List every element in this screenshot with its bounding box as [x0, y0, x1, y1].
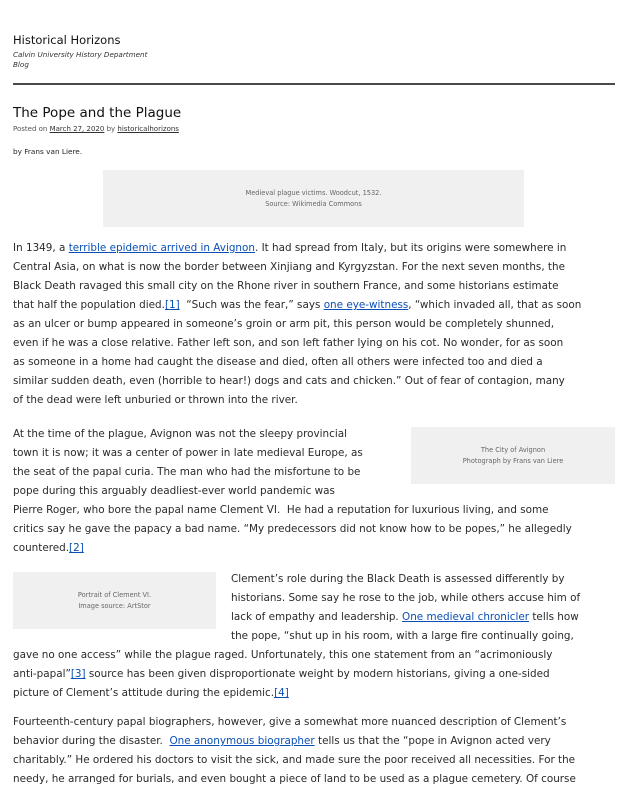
- text-line: needy, he arranged for burials, and even bought a piece of land to be used as a plague cemetery. Of course: [13, 773, 576, 785]
- text-line: the pope, “shut up in his room, with a large fire continually going,: [231, 630, 574, 642]
- paragraph-2: [13, 425, 615, 558]
- eye-witness-link[interactable]: one eye-witness: [323, 299, 409, 311]
- footnote-3-link[interactable]: [3]: [70, 668, 86, 680]
- paragraph-4: [13, 713, 615, 789]
- post-title: The Pope and the Plague: [13, 105, 182, 121]
- text-line: town it is now; it was a center of power in late medieval Europe, as: [13, 447, 363, 459]
- byline: by Frans van Liere.: [13, 147, 83, 156]
- text-line: In 1349, a terrible epidemic arrived in Avignon. It had spread from Italy, but its origins were somewhere in: [13, 242, 567, 254]
- text-line: critics say he gave the papacy a bad name. “My predecessors did not know how to be popes,” he allegedly: [13, 523, 572, 535]
- text-line: Fourteenth-century papal biographers, however, give a somewhat more nuanced description of Clement’s: [13, 716, 567, 728]
- text-line: Central Asia, on what is now the border between Xinjiang and Kyrgyzstan. For the next seven months, the: [13, 261, 565, 273]
- post-date-link[interactable]: March 27, 2020: [49, 125, 105, 133]
- figure-plague-woodcut: [103, 170, 524, 227]
- anonymous-biographer-link[interactable]: One anonymous biographer: [169, 735, 315, 747]
- footnote-4-link[interactable]: [4]: [274, 687, 289, 699]
- footnote-1-link[interactable]: [1]: [164, 299, 180, 311]
- text-line: picture of Clement’s attitude during the epidemic.[4]: [13, 687, 289, 699]
- figure-caption: Portrait of Clement VI.: [77, 590, 152, 599]
- site-description-line-1: Calvin University History Department: [13, 50, 148, 59]
- text-line: historians. Some say he rose to the job, while others accuse him of: [231, 592, 581, 604]
- paragraph-1: [13, 239, 615, 410]
- text-line: that half the population died.[1] “Such was the fear,” says one eye-witness, “which invaded all, that as soon: [13, 299, 582, 311]
- site-description: [13, 50, 613, 70]
- text-line: At the time of the plague, Avignon was not the sleepy provincial: [13, 428, 347, 440]
- footnote-2-link[interactable]: [2]: [69, 542, 84, 554]
- posted-on-label: Posted on: [13, 125, 48, 133]
- figure-caption: The City of Avignon: [480, 445, 546, 454]
- figure-source: Source: Wikimedia Commons: [265, 199, 362, 208]
- medieval-chronicler-link[interactable]: One medieval chronicler: [402, 611, 530, 623]
- header-divider: [13, 83, 615, 85]
- text-line: similar sudden death, even (horrible to hear!) dogs and cats and chicken.” Out of fear of contagion, many: [13, 375, 565, 387]
- post-meta: [13, 125, 179, 134]
- text-line: even if he was a close relative. Father left son, and son left father lying on his cot. No wonder, for as soon: [13, 337, 564, 349]
- figure-source: Photograph by Frans van Liere: [462, 456, 564, 465]
- figure-caption: Medieval plague victims. Woodcut, 1532.: [245, 188, 382, 197]
- text-line: as an ulcer or bump appeared in someone’s groin or arm pit, this person would be completely shunned,: [13, 318, 555, 330]
- text-line: behavior during the disaster. One anonymous biographer tells us that the “pope in Avignon acted very: [13, 735, 551, 747]
- text-line: Pierre Roger, who bore the papal name Clement VI. He had a reputation for luxurious living, and some: [13, 504, 549, 516]
- text-line: pope during this arguably deadliest-ever world pandemic was: [13, 485, 335, 497]
- text-line: charitably.” He ordered his doctors to visit the sick, and made sure the poor received all necessities. For the: [13, 754, 576, 766]
- paragraph-3: [13, 570, 615, 703]
- site-title[interactable]: Historical Horizons: [13, 33, 121, 47]
- terrible-epidemic-link[interactable]: terrible epidemic arrived in Avignon: [68, 242, 255, 254]
- text-line: countered.[2]: [13, 542, 84, 554]
- text-line: gave no one access” while the plague raged. Unfortunately, this one statement from an “acrimoniously: [13, 649, 553, 661]
- text-line: of the dead were left unburied or thrown into the river.: [13, 394, 298, 406]
- author-link[interactable]: historicalhorizons: [117, 125, 179, 133]
- text-line: Clement’s role during the Black Death is assessed differently by: [231, 573, 565, 585]
- text-line: lack of empathy and leadership. One medieval chronicler tells how: [231, 611, 579, 623]
- site-description-line-2: Blog: [13, 60, 29, 69]
- text-line: Black Death ravaged this small city on the Rhone river in southern France, and some historians estimate: [13, 280, 559, 292]
- figure-source: Image source: ArtStor: [78, 601, 151, 610]
- text-line: as someone in a home had caught the disease and died, often all others were infected too and died a: [13, 356, 543, 368]
- text-line: the seat of the papal curia. The man who had the misfortune to be: [13, 466, 361, 478]
- text-line: anti-papal”[3] source has been given disproportionate weight by modern historians, giving a one-sided: [13, 668, 550, 680]
- site-header: [13, 33, 613, 70]
- by-label: by: [106, 125, 116, 133]
